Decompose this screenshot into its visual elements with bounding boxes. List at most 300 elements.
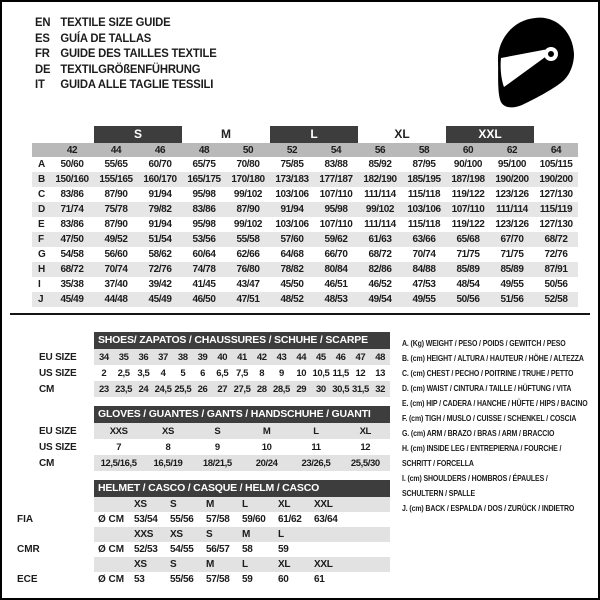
measure-row-e (32, 217, 578, 232)
measure-cell: 105/115 (539, 159, 573, 170)
measure-cell: 187/198 (451, 174, 485, 185)
measure-cell: 111/114 (496, 204, 528, 215)
gloves-cm-row (2, 455, 392, 471)
helmet-fia-sizes-row (2, 497, 392, 512)
helmet-size-cell: XL (278, 559, 291, 570)
measure-cell: 47/53 (412, 279, 436, 290)
measure-cell: 68/72 (368, 249, 392, 260)
helmet-size-cell: S (170, 499, 177, 510)
measure-cell: 45/50 (280, 279, 304, 290)
legend-line: H. (cm) INSIDE LEG / ENTREPIERNA / FOURCHE / (402, 443, 562, 453)
glove-size-cell: 7 (116, 441, 122, 453)
row-label: I (38, 279, 41, 290)
glove-cells (94, 423, 390, 439)
shoes-section-title: SHOES/ ZAPATOS / CHAUSSURES / SCHUHE / SCARPE (94, 332, 390, 349)
shoe-size-cell: 34 (98, 351, 109, 363)
measure-cells (50, 264, 578, 275)
helmet-size-cell: XS (134, 559, 147, 570)
measure-cell: 60/64 (192, 249, 216, 260)
measure-cell: 87/95 (412, 159, 436, 170)
band-s: S (94, 126, 182, 143)
standard-label: ECE (17, 574, 38, 585)
section-divider-line (10, 313, 590, 315)
legend-line: SCHULTERN / SPALLE (402, 488, 476, 498)
size-header-cell: 48 (198, 144, 210, 156)
helmet-size-cell (314, 529, 350, 540)
helmet-section-title: HELMET / CASCO / CASQUE / HELM / CASCO (94, 480, 390, 497)
glove-size-cell: XXS (109, 425, 128, 437)
title-text: GUIDA ALLE TAGLIE TESSILI (60, 77, 214, 91)
glove-size-cell: M (262, 425, 271, 437)
legend-line: B. (cm) HEIGHT / ALTURA / HAUTEUR / HÖHE / ALTEZZA (402, 353, 584, 363)
measure-cell: 103/106 (275, 219, 309, 230)
measure-cell: 72/76 (148, 264, 172, 275)
band-spacer (50, 126, 94, 143)
row-label: US SIZE (39, 441, 77, 453)
measure-cell: 70/80 (236, 159, 260, 170)
measure-cell: 68/72 (60, 264, 84, 275)
shoe-size-cell: 2 (101, 367, 107, 379)
measure-cell: 99/102 (365, 204, 395, 215)
helmet-value-cell: 55/56 (170, 574, 194, 585)
size-header-cell: 58 (418, 144, 430, 156)
shoe-size-cell: 28,5 (273, 383, 290, 395)
shoe-cells (94, 365, 390, 381)
measure-cells (50, 234, 578, 245)
lang-code: FR (35, 46, 50, 60)
glove-size-cell: 23/26,5 (301, 457, 331, 469)
glove-size-cell: XS (162, 425, 174, 437)
shoe-size-cell: 5 (180, 367, 186, 379)
measure-cell: 71/75 (456, 249, 480, 260)
measure-cells (50, 189, 578, 200)
shoe-size-cell: 45 (316, 351, 326, 363)
measure-cell: 72/76 (544, 249, 568, 260)
helmet-value-cell: 57/58 (206, 514, 230, 525)
helmet-value-cell: 53/54 (134, 514, 158, 525)
size-header-cell: 54 (330, 144, 342, 156)
helmet-size-cell: XS (134, 499, 147, 510)
measure-cells (50, 279, 578, 290)
legend-line: I. (cm) SHOULDERS / HOMBROS / ÉPAULES / (402, 473, 548, 483)
legend-line: F. (cm) TIGH / MUSLO / CUISSE / SCHENKEL / COSCIA (402, 413, 577, 423)
measure-cell: 111/114 (364, 219, 396, 230)
helmet-size-cells (94, 527, 390, 542)
numeric-size-header-row (32, 143, 578, 157)
measure-cell: 150/160 (55, 174, 89, 185)
lang-code: DE (35, 61, 51, 76)
helmet-value-cell: 59/60 (242, 514, 266, 525)
helmet-size-cell: M (242, 529, 251, 540)
measure-cell: 160/170 (143, 174, 177, 185)
measure-cell: 65/75 (192, 159, 216, 170)
measure-row-h (32, 262, 578, 277)
measure-cell: 49/55 (412, 294, 436, 305)
title-line-fr (35, 46, 217, 62)
measure-cell: 82/86 (368, 264, 392, 275)
row-label: G (38, 249, 46, 260)
measure-cell: 95/100 (497, 159, 527, 170)
glove-size-cell: 18/21,5 (202, 457, 232, 469)
shoe-size-cell: 27,5 (233, 383, 251, 395)
measure-cell: 190/200 (495, 174, 529, 185)
shoe-size-cell: 11,5 (332, 367, 349, 379)
title-text: TEXTILGRÖßENFÜHRUNG (60, 61, 201, 76)
helmet-value-cell: 52/53 (134, 544, 158, 555)
measure-cell: 115/119 (539, 204, 573, 215)
shoe-size-cell: 28 (256, 383, 267, 395)
measure-cell: 95/98 (192, 189, 216, 200)
measure-row-f (32, 232, 578, 247)
measure-cell: 51/54 (148, 234, 172, 245)
title-line-es (35, 31, 217, 47)
row-label: CM (39, 383, 55, 395)
measure-cell: 83/86 (60, 219, 84, 230)
shoe-size-cell: 42 (256, 351, 267, 363)
helmet-size-cells (94, 557, 390, 572)
title-line-en (35, 15, 217, 31)
shoe-size-cell: 10,5 (312, 367, 330, 379)
band-l: L (270, 126, 358, 143)
measure-cell: 71/74 (60, 204, 84, 215)
shoe-size-cell: 13 (375, 367, 386, 379)
helmet-ece-values-row (2, 572, 392, 587)
glove-size-cell: 20/24 (255, 457, 278, 469)
measure-cell: 103/106 (275, 189, 309, 200)
shoe-size-cell: 29 (296, 383, 307, 395)
measure-cell: 43/47 (236, 279, 260, 290)
measure-cell: 63/66 (412, 234, 436, 245)
measure-cell: 48/54 (456, 279, 480, 290)
helmet-value-cells (94, 512, 390, 527)
measure-cell: 87/90 (236, 204, 260, 215)
shoe-size-cell: 24,5 (154, 383, 172, 395)
measure-cell: 119/122 (451, 219, 485, 230)
measure-cell: 177/187 (319, 174, 353, 185)
measure-cell: 39/42 (148, 279, 172, 290)
size-header-cell: 62 (506, 144, 518, 156)
glove-size-cell: S (214, 425, 221, 437)
measure-cell: 91/94 (280, 204, 304, 215)
measure-cell: 57/60 (280, 234, 304, 245)
measure-cell: 48/52 (280, 294, 304, 305)
measure-cell: 41/45 (192, 279, 216, 290)
measure-row-i (32, 277, 578, 292)
measure-cell: 62/66 (236, 249, 260, 260)
measure-cell: 67/70 (500, 234, 524, 245)
legend-line: D. (cm) WAIST / CINTURA / TAILLE / HÜFTUNG / VITA (402, 383, 572, 393)
measure-cell: 58/62 (148, 249, 172, 260)
measure-cell: 60/70 (148, 159, 172, 170)
measure-cell: 185/195 (407, 174, 441, 185)
measure-cell: 47/51 (236, 294, 260, 305)
helmet-cmr-values-row (2, 542, 392, 557)
row-label: H (38, 264, 46, 275)
shoe-size-cell: 37 (158, 351, 168, 363)
title-text: GUIDE DES TAILLES TEXTILE (60, 46, 217, 60)
helmet-size-cell: XXL (314, 559, 333, 570)
shoe-size-cell: 46 (335, 351, 346, 363)
shoe-size-cell: 38 (177, 351, 188, 363)
measure-cell: 87/90 (104, 219, 128, 230)
helmet-icon (489, 14, 577, 112)
helmet-value-cell: 61/62 (278, 514, 302, 525)
title-line-de (35, 62, 217, 78)
legend-line: SCHRITT / FORCELLA (402, 458, 474, 468)
measure-cell: 107/110 (319, 189, 353, 200)
measure-cell: 64/68 (280, 249, 304, 260)
helmet-size-cell: L (278, 529, 284, 540)
row-label: A (38, 159, 46, 170)
size-header-cell: 64 (550, 144, 562, 156)
measure-cell: 75/78 (104, 204, 128, 215)
size-header-cell: 50 (242, 144, 254, 156)
gloves-us-row (2, 439, 392, 455)
helmet-cmr-sizes-row (2, 527, 392, 542)
textile-size-table (32, 126, 578, 307)
legend-line: G. (cm) ARM / BRAZO / BRAS / ARM / BRACCIO (402, 428, 555, 438)
glove-size-cell: 25,5/30 (350, 457, 380, 469)
unit-label: Ø CM (98, 514, 125, 525)
measure-cell: 50/60 (60, 159, 84, 170)
shoe-size-cell: 6,5 (216, 367, 229, 379)
measure-cell: 49/52 (104, 234, 128, 245)
shoe-size-cell: 47 (355, 351, 366, 363)
helmet-sizes (134, 529, 350, 540)
measure-cell: 35/38 (60, 279, 84, 290)
shoe-size-cell: 43 (276, 351, 287, 363)
measure-cell: 85/89 (500, 264, 524, 275)
shoe-size-cell: 10 (296, 367, 307, 379)
measure-cell: 155/165 (99, 174, 133, 185)
title-text: TEXTILE SIZE GUIDE (60, 15, 171, 29)
band-spacer (534, 126, 578, 143)
band-xxl: XXL (446, 126, 534, 143)
glove-size-cell: 9 (214, 441, 220, 453)
measure-cell: 59/62 (324, 234, 348, 245)
row-label: EU SIZE (39, 351, 77, 363)
legend-line: J. (cm) BACK / ESPALDA / DOS / ZURÜCK / INDIETRO (402, 503, 575, 513)
size-header-cell: 56 (374, 144, 386, 156)
shoe-size-cell: 36 (138, 351, 149, 363)
helmet-value-cell: 61 (314, 574, 325, 585)
helmet-value-cell: 59 (242, 574, 253, 585)
glove-size-cell: 8 (165, 441, 171, 453)
helmet-size-cell: S (206, 529, 213, 540)
measure-cell: 37/40 (104, 279, 128, 290)
lang-code: ES (35, 30, 50, 45)
helmet-value-cell: 59 (278, 544, 289, 555)
shoe-size-cell: 6 (200, 367, 205, 379)
glove-size-cell: 10 (261, 441, 272, 453)
measure-cell: 91/94 (148, 189, 172, 200)
measure-cell: 170/180 (231, 174, 265, 185)
shoe-size-cell: 23,5 (115, 383, 133, 395)
helmet-size-cell: M (206, 499, 215, 510)
measure-cell: 52/58 (544, 294, 568, 305)
shoe-cells (94, 381, 390, 397)
measure-cell: 49/54 (368, 294, 392, 305)
measure-row-a (32, 157, 578, 172)
shoe-size-cell: 23 (98, 383, 109, 395)
title-text: GUÍA DE TALLAS (60, 30, 152, 45)
measure-cell: 107/110 (451, 204, 485, 215)
gloves-section-title: GLOVES / GUANTES / GANTS / HANDSCHUHE / GUANTI (94, 406, 390, 423)
measure-cell: 50/56 (544, 279, 568, 290)
glove-size-cell: L (313, 425, 319, 437)
glove-size-cell: 12,5/16,5 (100, 457, 137, 469)
measure-cell: 74/78 (192, 264, 216, 275)
row-label: C (38, 189, 46, 200)
helmet-size-cell: XXL (314, 499, 333, 510)
glove-cells (94, 439, 390, 455)
measure-cell: 90/100 (453, 159, 483, 170)
measure-row-g (32, 247, 578, 262)
shoe-size-cell: 44 (296, 351, 307, 363)
shoe-size-cell: 24 (138, 383, 149, 395)
measure-cell: 46/50 (192, 294, 216, 305)
size-header-cell: 52 (286, 144, 298, 156)
lang-code: IT (35, 77, 45, 91)
glove-size-cell: 16,5/19 (153, 457, 183, 469)
helmet-size-cell: L (242, 499, 248, 510)
helmet-sizes (134, 559, 350, 570)
helmet-value-cell: 57/58 (206, 574, 230, 585)
glove-size-cell: 12 (360, 441, 371, 453)
size-header-cell: 42 (66, 144, 78, 156)
measure-cell: 54/58 (60, 249, 84, 260)
measure-cell: 165/175 (187, 174, 221, 185)
measure-cell: 66/70 (324, 249, 348, 260)
shoes-eu-row (2, 349, 392, 365)
measure-cell: 50/56 (456, 294, 480, 305)
helmet-ece-sizes-row (2, 557, 392, 572)
helmet-values (134, 544, 350, 555)
measure-cell: 127/130 (539, 189, 573, 200)
shoe-size-cell: 9 (279, 367, 284, 379)
helmet-size-cells (94, 497, 390, 512)
measure-cell: 95/98 (324, 204, 348, 215)
helmet-value-cell: 55/56 (170, 514, 194, 525)
glove-size-cell: 11 (311, 441, 321, 453)
helmet-value-cells (94, 572, 390, 587)
measure-cell: 111/114 (364, 189, 396, 200)
helmet-value-cell: 60 (278, 574, 289, 585)
measure-cells (50, 294, 578, 305)
row-label: E (38, 219, 45, 230)
shoe-size-cell: 26 (197, 383, 208, 395)
measure-cell: 85/92 (368, 159, 392, 170)
measure-cell: 87/90 (104, 189, 128, 200)
shoe-size-cell: 39 (197, 351, 208, 363)
helmet-size-cell: L (242, 559, 248, 570)
shoe-size-cell: 27 (217, 383, 228, 395)
measure-cell: 103/106 (407, 204, 441, 215)
title-line-it (35, 77, 217, 93)
measure-cell: 95/98 (192, 219, 216, 230)
shoes-size-table (2, 332, 392, 397)
measure-cell: 182/190 (363, 174, 397, 185)
shoe-size-cell: 25,5 (174, 383, 192, 395)
helmet-value-cell: 63/64 (314, 514, 338, 525)
shoe-cells (94, 349, 390, 365)
legend-line: E. (cm) HIP / CADERA / HANCHE / HÜFTE / HIPS / BACINO (402, 398, 588, 408)
measure-cell: 80/84 (324, 264, 348, 275)
legend-line: A. (Kg) WEIGHT / PESO / POIDS / GEWITCH / PESO (402, 338, 566, 348)
measure-cell: 83/88 (324, 159, 348, 170)
standard-label: CMR (17, 544, 40, 555)
measure-cell: 46/51 (324, 279, 348, 290)
measure-cell: 173/183 (275, 174, 309, 185)
measure-cell: 91/94 (148, 219, 172, 230)
measure-cells (50, 249, 578, 260)
shoes-us-row (2, 365, 392, 381)
lang-code: EN (35, 15, 51, 29)
helmet-fia-values-row (2, 512, 392, 527)
row-label: US SIZE (39, 367, 77, 379)
shoe-size-cell: 41 (237, 351, 247, 363)
measure-cell: 65/68 (456, 234, 480, 245)
measure-row-j (32, 292, 578, 307)
row-label: D (38, 204, 46, 215)
helmet-sizes (134, 499, 350, 510)
size-band-header (50, 126, 578, 143)
measure-cell: 75/85 (280, 159, 304, 170)
shoe-size-cell: 12 (355, 367, 366, 379)
measure-cell: 99/102 (233, 219, 263, 230)
measure-cell: 84/88 (412, 264, 436, 275)
standard-label: FIA (17, 514, 34, 525)
helmet-size-cell: M (206, 559, 215, 570)
measure-cell: 47/50 (60, 234, 84, 245)
helmet-value-cell: 53 (134, 574, 145, 585)
measure-cell: 49/55 (500, 279, 524, 290)
size-header-cell: 46 (154, 144, 166, 156)
measure-cell: 127/130 (539, 219, 573, 230)
band-xl: XL (394, 127, 410, 141)
shoe-size-cell: 35 (118, 351, 129, 363)
helmet-size-cell: XS (170, 529, 183, 540)
row-label: CM (39, 457, 55, 469)
shoes-cm-row (2, 381, 392, 397)
shoe-size-cell: 30,5 (332, 383, 350, 395)
helmet-value-cell (314, 544, 350, 555)
measure-cell: 45/49 (60, 294, 84, 305)
measure-cells (50, 159, 578, 170)
row-label: B (38, 174, 46, 185)
measure-cell: 70/74 (412, 249, 436, 260)
measure-cell: 83/86 (60, 189, 84, 200)
glove-size-cell: XL (359, 425, 371, 437)
measure-cell: 71/75 (500, 249, 524, 260)
measure-cell: 46/52 (368, 279, 392, 290)
measure-cell: 79/82 (148, 204, 172, 215)
shoe-size-cell: 31,5 (351, 383, 369, 395)
helmet-value-cell: 58 (242, 544, 253, 555)
measure-cell: 53/56 (192, 234, 216, 245)
measure-cell: 123/126 (495, 189, 529, 200)
row-label: F (38, 234, 45, 245)
measure-row-b (32, 172, 578, 187)
measure-cells (50, 219, 578, 230)
size-header-cell: 60 (462, 144, 474, 156)
measurement-legend (402, 336, 600, 516)
unit-label: Ø CM (98, 544, 125, 555)
legend-line: C. (cm) CHEST / PECHO / POITRINE / TRUHE / PETTO (402, 368, 574, 378)
measure-cell: 123/126 (495, 219, 529, 230)
language-title-list (35, 15, 228, 93)
measure-cell: 115/118 (407, 219, 441, 230)
